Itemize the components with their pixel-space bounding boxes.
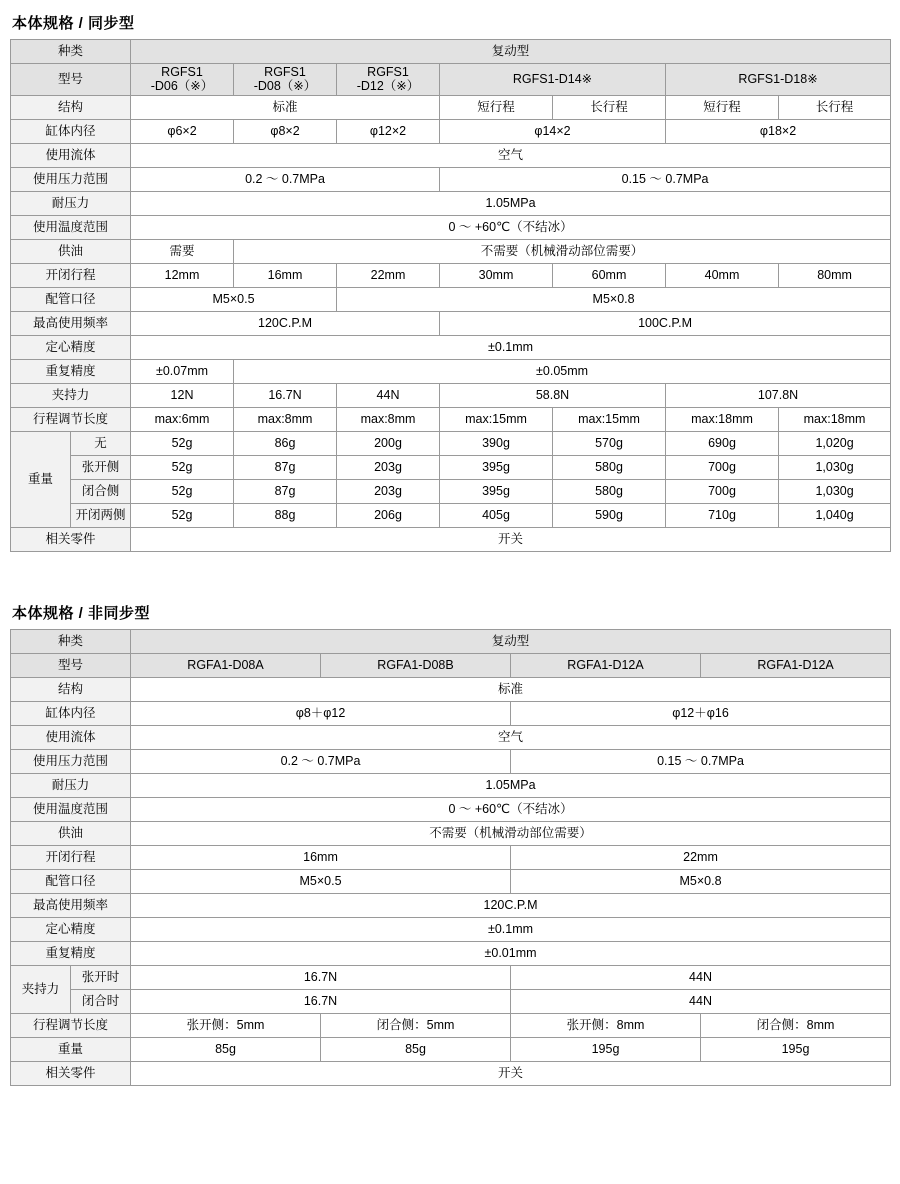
row-label-weight: 重量: [11, 1037, 131, 1061]
row-label-fluid: 使用流体: [11, 143, 131, 167]
cell-bore-2: φ12×2: [337, 119, 440, 143]
cell-weight-2-0: 52g: [131, 479, 234, 503]
cell-weight-1-6: 1,030g: [779, 455, 891, 479]
cell-structure-0: 标准: [131, 95, 440, 119]
cell-weight-0: 85g: [131, 1037, 321, 1061]
cell-lube-0: 需要: [131, 239, 234, 263]
cell-adjust-6: max:18mm: [779, 407, 891, 431]
cell-adjust-4: max:15mm: [553, 407, 666, 431]
table-row: [11, 455, 891, 479]
row-label-parts: 相关零件: [11, 1061, 131, 1085]
cell-adjust-0: max:6mm: [131, 407, 234, 431]
row-label-port: 配管口径: [11, 287, 131, 311]
cell-bore-4: φ18×2: [666, 119, 891, 143]
row-label-temp: 使用温度范围: [11, 215, 131, 239]
row-label-pressure: 使用压力范围: [11, 167, 131, 191]
cell-weight-2-1: 87g: [234, 479, 337, 503]
cell-weight-1-0: 52g: [131, 455, 234, 479]
cell-stroke-0: 12mm: [131, 263, 234, 287]
cell-weight-3-2: 206g: [337, 503, 440, 527]
cell-proof-value: 1.05MPa: [131, 773, 891, 797]
table-row: [11, 311, 891, 335]
cell-temp-value: 0 ～ +60℃（不结冰）: [131, 797, 891, 821]
cell-freq-1: 100C.P.M: [440, 311, 891, 335]
cell-grip-1-1: 44N: [511, 989, 891, 1013]
cell-bore-0: φ6×2: [131, 119, 234, 143]
cell-grip-4: 107.8N: [666, 383, 891, 407]
row-label-proof: 耐压力: [11, 773, 131, 797]
cell-structure-4: 长行程: [779, 95, 891, 119]
table-row: [11, 503, 891, 527]
cell-kind-value: 复动型: [131, 629, 891, 653]
cell-kind-value: 复动型: [131, 40, 891, 64]
table-row: [11, 821, 891, 845]
table-row: [11, 749, 891, 773]
cell-grip-0-1: 44N: [511, 965, 891, 989]
cell-weight-1-3: 395g: [440, 455, 553, 479]
table-row: [11, 119, 891, 143]
spec-table-sync: [10, 39, 891, 552]
spec-table-async: [10, 629, 891, 1086]
section-title-sync: 本体规格 / 同步型: [12, 15, 135, 32]
table-row: [11, 629, 891, 653]
cell-structure-1: 短行程: [440, 95, 553, 119]
cell-port-0: M5×0.5: [131, 287, 337, 311]
row-label-parts: 相关零件: [11, 527, 131, 551]
table-row: [11, 845, 891, 869]
row-label-repeat: 重复精度: [11, 941, 131, 965]
cell-model-1: RGFA1-D08B: [321, 653, 511, 677]
cell-weight-1-4: 580g: [553, 455, 666, 479]
row-label-model: 型号: [11, 653, 131, 677]
cell-weight-2-2: 203g: [337, 479, 440, 503]
cell-stroke-6: 80mm: [779, 263, 891, 287]
table-row: [11, 893, 891, 917]
cell-model-0: RGFS1 -D06（※）: [131, 64, 234, 96]
row-label-temp: 使用温度范围: [11, 797, 131, 821]
cell-adjust-3: 闭合侧：8mm: [701, 1013, 891, 1037]
sub-label-grip-0: 张开时: [71, 965, 131, 989]
cell-weight-0-1: 86g: [234, 431, 337, 455]
table-row: [11, 431, 891, 455]
table-row: [11, 869, 891, 893]
row-label-freq: 最高使用频率: [11, 893, 131, 917]
cell-lube-value: 不需要（机械滑动部位需要）: [131, 821, 891, 845]
cell-pressure-1: 0.15 ～ 0.7MPa: [511, 749, 891, 773]
cell-weight-2-3: 395g: [440, 479, 553, 503]
table-row: [11, 239, 891, 263]
cell-adjust-0: 张开侧：5mm: [131, 1013, 321, 1037]
cell-bore-0: φ8＋φ12: [131, 701, 511, 725]
cell-weight-2-4: 580g: [553, 479, 666, 503]
row-label-lube: 供油: [11, 239, 131, 263]
cell-stroke-3: 30mm: [440, 263, 553, 287]
cell-weight-3-3: 405g: [440, 503, 553, 527]
cell-pressure-1: 0.15 ～ 0.7MPa: [440, 167, 891, 191]
table-row: [11, 191, 891, 215]
row-label-stroke: 开闭行程: [11, 263, 131, 287]
cell-weight-3-4: 590g: [553, 503, 666, 527]
cell-adjust-1: max:8mm: [234, 407, 337, 431]
cell-grip-1-0: 16.7N: [131, 989, 511, 1013]
cell-structure-3: 短行程: [666, 95, 779, 119]
cell-structure-value: 标准: [131, 677, 891, 701]
cell-bore-1: φ12＋φ16: [511, 701, 891, 725]
cell-repeat-0: ±0.07mm: [131, 359, 234, 383]
cell-model-3: RGFS1-D14※: [440, 64, 666, 96]
cell-bore-1: φ8×2: [234, 119, 337, 143]
table-row: [11, 653, 891, 677]
table-row: [11, 527, 891, 551]
cell-freq-value: 120C.P.M: [131, 893, 891, 917]
cell-port-1: M5×0.8: [511, 869, 891, 893]
cell-fluid-value: 空气: [131, 143, 891, 167]
row-label-adjust: 行程调节长度: [11, 407, 131, 431]
table-row: [11, 263, 891, 287]
cell-model-0: RGFA1-D08A: [131, 653, 321, 677]
cell-weight-0-3: 390g: [440, 431, 553, 455]
row-label-stroke: 开闭行程: [11, 845, 131, 869]
cell-adjust-1: 闭合侧：5mm: [321, 1013, 511, 1037]
row-label-fluid: 使用流体: [11, 725, 131, 749]
row-label-pressure: 使用压力范围: [11, 749, 131, 773]
row-label-kind: 种类: [11, 629, 131, 653]
cell-weight-0-5: 690g: [666, 431, 779, 455]
cell-center-value: ±0.1mm: [131, 917, 891, 941]
table-row: [11, 917, 891, 941]
row-label-adjust: 行程调节长度: [11, 1013, 131, 1037]
cell-stroke-4: 60mm: [553, 263, 666, 287]
row-label-freq: 最高使用频率: [11, 311, 131, 335]
table-row: [11, 64, 891, 96]
cell-adjust-2: 张开侧：8mm: [511, 1013, 701, 1037]
table-row: [11, 725, 891, 749]
row-label-grip: 夹持力: [11, 965, 71, 1013]
table-row: [11, 773, 891, 797]
cell-weight-0-0: 52g: [131, 431, 234, 455]
cell-weight-0-4: 570g: [553, 431, 666, 455]
cell-port-0: M5×0.5: [131, 869, 511, 893]
sub-label-weight-3: 开闭两侧: [71, 503, 131, 527]
cell-center-value: ±0.1mm: [131, 335, 891, 359]
cell-model-3: RGFA1-D12A: [701, 653, 891, 677]
cell-freq-0: 120C.P.M: [131, 311, 440, 335]
row-label-lube: 供油: [11, 821, 131, 845]
table-row: [11, 797, 891, 821]
cell-fluid-value: 空气: [131, 725, 891, 749]
row-label-center: 定心精度: [11, 335, 131, 359]
cell-weight-3-1: 88g: [234, 503, 337, 527]
cell-weight-2: 195g: [511, 1037, 701, 1061]
cell-pressure-0: 0.2 ～ 0.7MPa: [131, 167, 440, 191]
table-row: [11, 1013, 891, 1037]
cell-weight-3-0: 52g: [131, 503, 234, 527]
cell-grip-0-0: 16.7N: [131, 965, 511, 989]
cell-weight-3-5: 710g: [666, 503, 779, 527]
table-row: [11, 143, 891, 167]
table-row: [11, 1037, 891, 1061]
cell-grip-1: 16.7N: [234, 383, 337, 407]
sub-label-grip-1: 闭合时: [71, 989, 131, 1013]
cell-stroke-2: 22mm: [337, 263, 440, 287]
table-row: [11, 359, 891, 383]
row-label-kind: 种类: [11, 40, 131, 64]
table-row: [11, 989, 891, 1013]
cell-lube-1: 不需要（机械滑动部位需要）: [234, 239, 891, 263]
table-row: [11, 941, 891, 965]
cell-parts-value: 开关: [131, 1061, 891, 1085]
cell-pressure-0: 0.2 ～ 0.7MPa: [131, 749, 511, 773]
cell-stroke-0: 16mm: [131, 845, 511, 869]
cell-weight-0-6: 1,020g: [779, 431, 891, 455]
row-label-bore: 缸体内径: [11, 701, 131, 725]
sub-label-weight-0: 无: [71, 431, 131, 455]
table-row: [11, 40, 891, 64]
cell-structure-2: 长行程: [553, 95, 666, 119]
row-label-bore: 缸体内径: [11, 119, 131, 143]
row-label-structure: 结构: [11, 677, 131, 701]
cell-weight-2-6: 1,030g: [779, 479, 891, 503]
row-label-model: 型号: [11, 64, 131, 96]
row-label-port: 配管口径: [11, 869, 131, 893]
table-row: [11, 407, 891, 431]
cell-stroke-1: 22mm: [511, 845, 891, 869]
cell-bore-3: φ14×2: [440, 119, 666, 143]
cell-weight-1-2: 203g: [337, 455, 440, 479]
cell-stroke-1: 16mm: [234, 263, 337, 287]
cell-adjust-2: max:8mm: [337, 407, 440, 431]
cell-weight-0-2: 200g: [337, 431, 440, 455]
cell-weight-3-6: 1,040g: [779, 503, 891, 527]
cell-repeat-1: ±0.05mm: [234, 359, 891, 383]
sub-label-weight-2: 闭合侧: [71, 479, 131, 503]
table-row: [11, 335, 891, 359]
cell-model-2: RGFS1 -D12（※）: [337, 64, 440, 96]
cell-temp-value: 0 ～ +60℃（不结冰）: [131, 215, 891, 239]
row-label-repeat: 重复精度: [11, 359, 131, 383]
cell-model-1: RGFS1 -D08（※）: [234, 64, 337, 96]
table-row: [11, 383, 891, 407]
row-label-weight: 重量: [11, 431, 71, 527]
row-label-grip: 夹持力: [11, 383, 131, 407]
table-row: [11, 287, 891, 311]
cell-stroke-5: 40mm: [666, 263, 779, 287]
table-row: [11, 965, 891, 989]
cell-port-1: M5×0.8: [337, 287, 891, 311]
cell-weight-1-1: 87g: [234, 455, 337, 479]
row-label-proof: 耐压力: [11, 191, 131, 215]
cell-weight-1: 85g: [321, 1037, 511, 1061]
cell-model-4: RGFS1-D18※: [666, 64, 891, 96]
cell-model-2: RGFA1-D12A: [511, 653, 701, 677]
table-row: [11, 479, 891, 503]
cell-adjust-5: max:18mm: [666, 407, 779, 431]
table-row: [11, 167, 891, 191]
cell-adjust-3: max:15mm: [440, 407, 553, 431]
table-row: [11, 701, 891, 725]
row-label-structure: 结构: [11, 95, 131, 119]
section-title-async: 本体规格 / 非同步型: [12, 604, 151, 622]
cell-weight-3: 195g: [701, 1037, 891, 1061]
cell-weight-2-5: 700g: [666, 479, 779, 503]
row-label-center: 定心精度: [11, 917, 131, 941]
cell-grip-2: 44N: [337, 383, 440, 407]
table-row: [11, 215, 891, 239]
cell-grip-0: 12N: [131, 383, 234, 407]
cell-grip-3: 58.8N: [440, 383, 666, 407]
cell-weight-1-5: 700g: [666, 455, 779, 479]
table-row: [11, 1061, 891, 1085]
cell-parts-value: 开关: [131, 527, 891, 551]
section-spacer: [10, 552, 890, 598]
sub-label-weight-1: 张开侧: [71, 455, 131, 479]
cell-repeat-value: ±0.01mm: [131, 941, 891, 965]
table-row: [11, 95, 891, 119]
table-row: [11, 677, 891, 701]
cell-proof-value: 1.05MPa: [131, 191, 891, 215]
